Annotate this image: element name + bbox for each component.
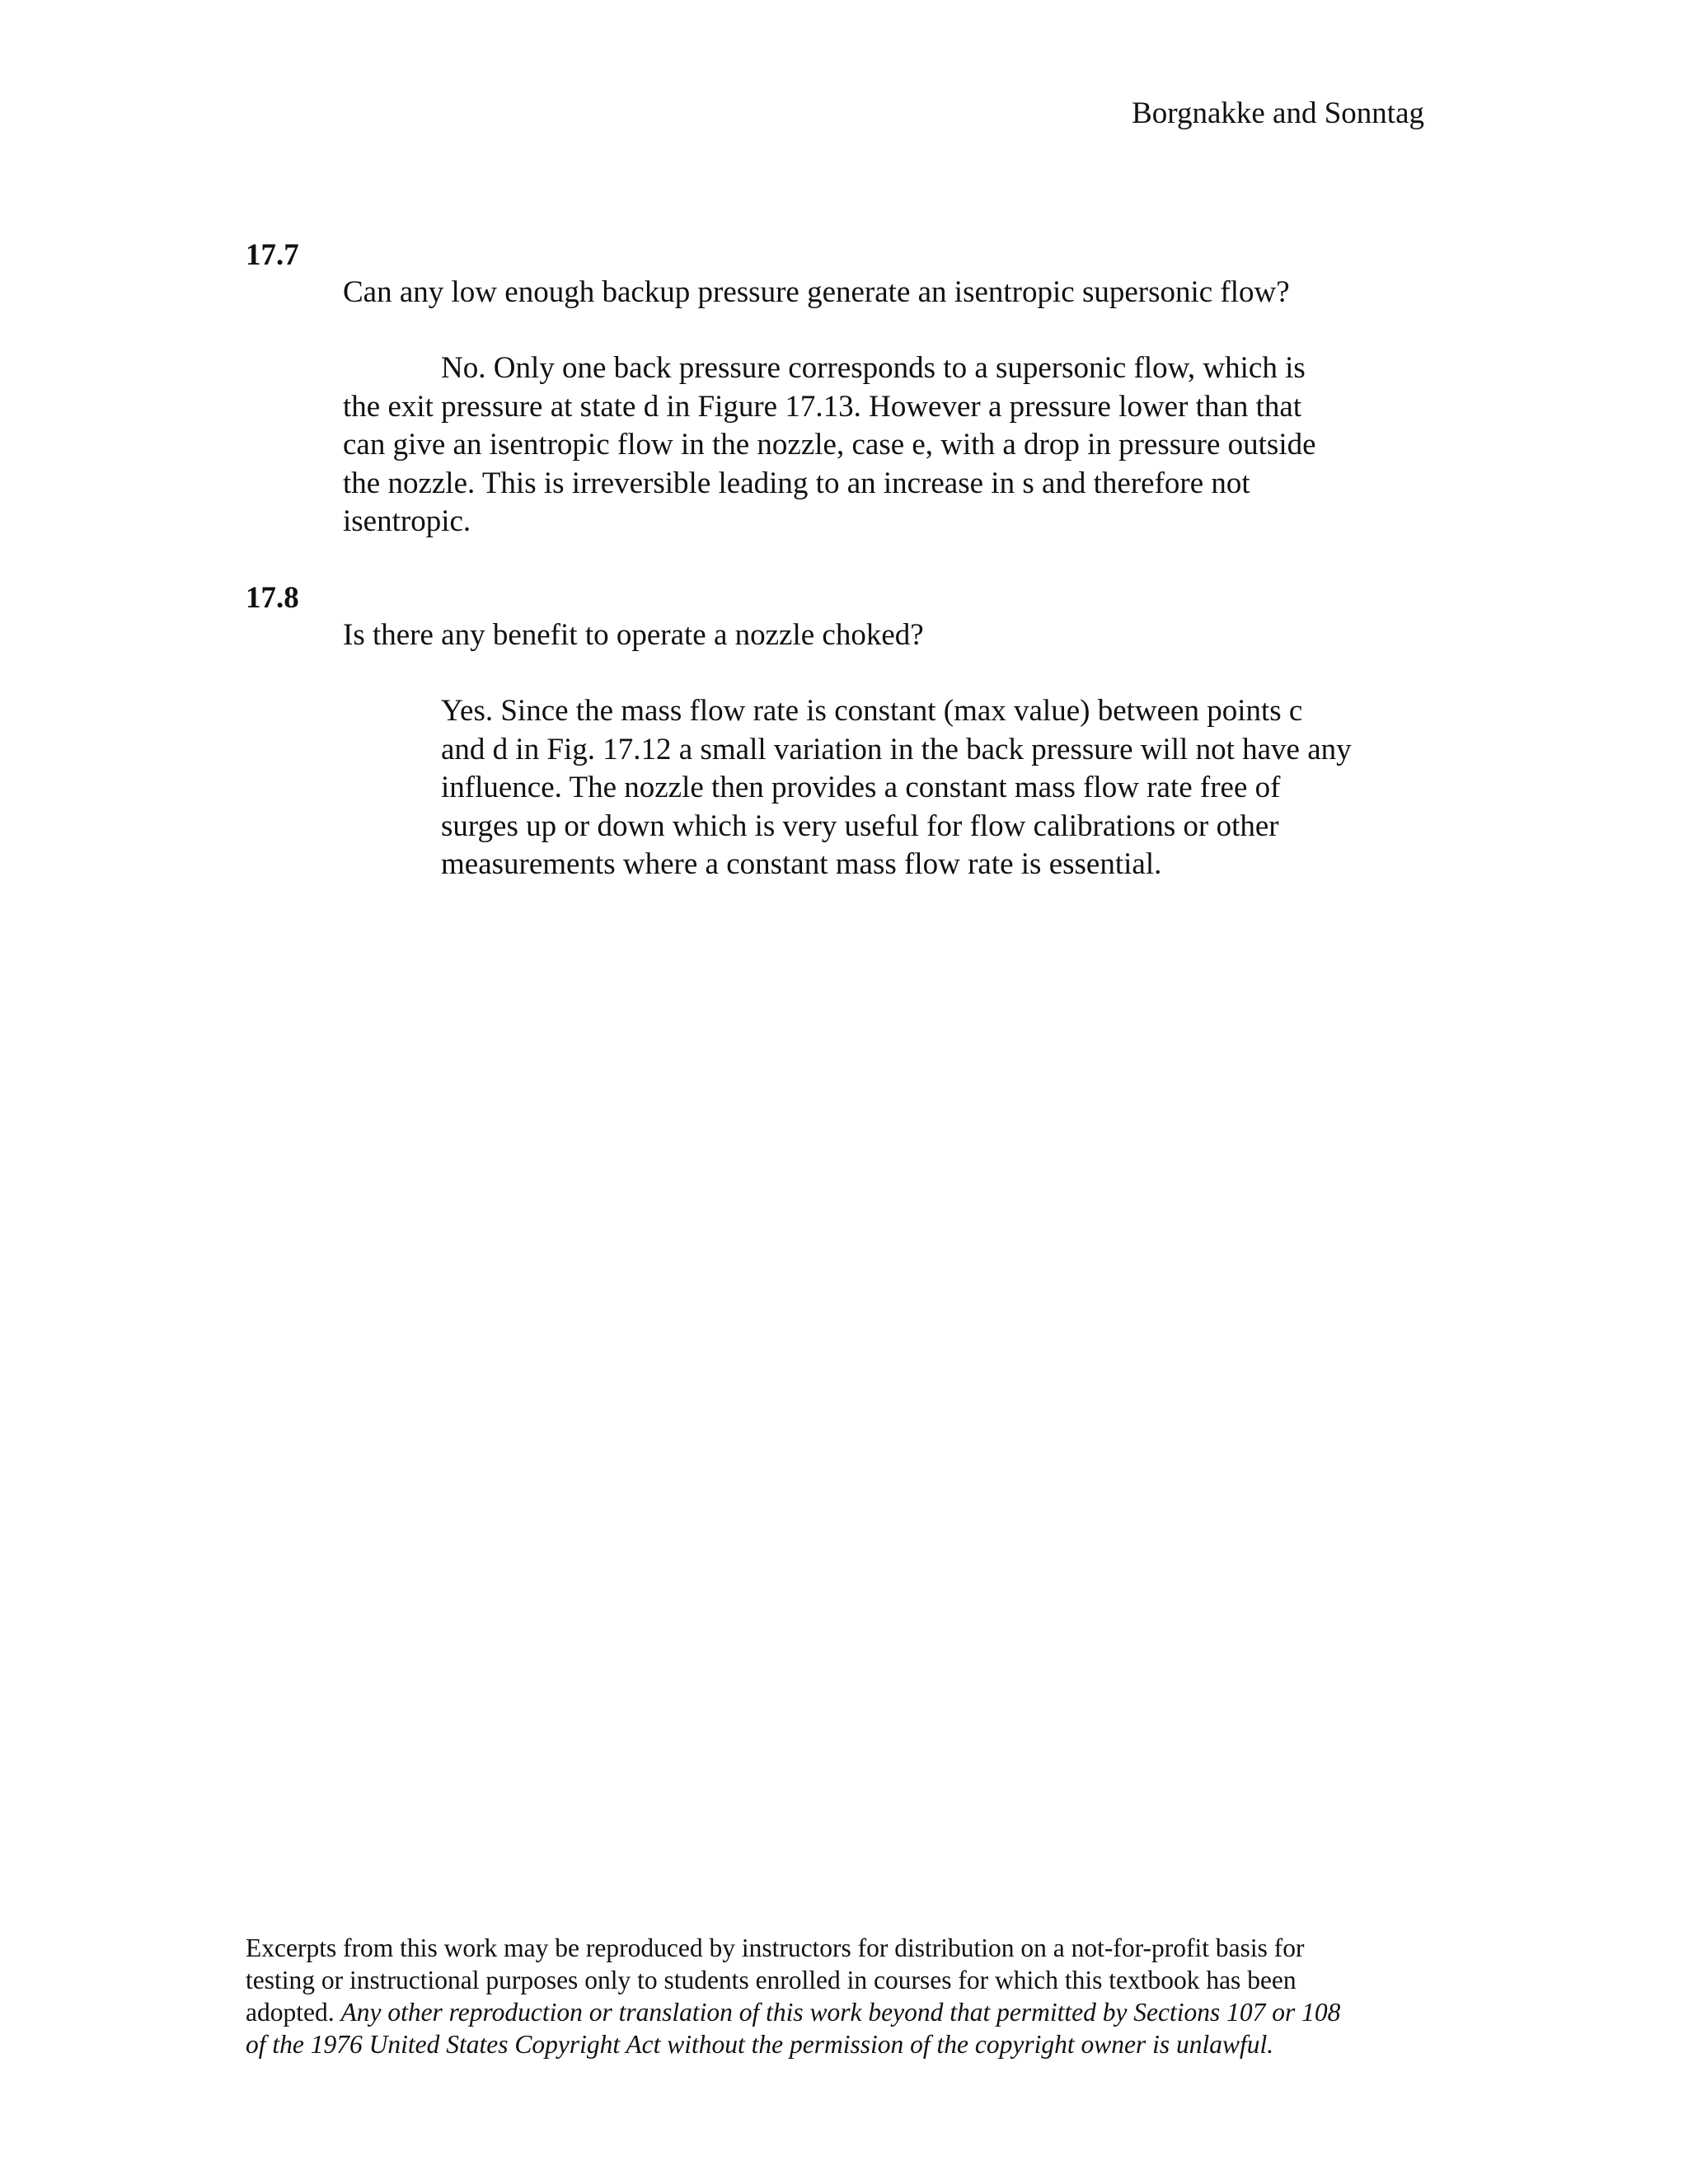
- answer-line: Yes. Since the mass flow rate is constant (max value) between points c: [441, 694, 1303, 728]
- copyright-line-3-regular: adopted.: [246, 1998, 341, 2027]
- question-17-7: Can any low enough backup pressure generate an isentropic supersonic flow?: [343, 275, 1290, 309]
- page-header-author: Borgnakke and Sonntag: [1132, 96, 1424, 130]
- copyright-line-3-italic: Any other reproduction or translation of this work beyond that permitted by Sections 107 or 108: [340, 1998, 1341, 2027]
- answer-line: and d in Fig. 17.12 a small variation in the back pressure will not have any: [441, 732, 1352, 766]
- answer-line: measurements where a constant mass flow rate is essential.: [441, 847, 1162, 881]
- answer-line: surges up or down which is very useful for flow calibrations or other: [441, 808, 1279, 843]
- copyright-notice: [246, 1932, 1449, 2060]
- copyright-line-2: testing or instructional purposes only to students enrolled in courses for which this textbook has been: [246, 1966, 1296, 1994]
- answer-line: influence. The nozzle then provides a constant mass flow rate free of: [441, 771, 1281, 804]
- answer-17-7: [343, 349, 1414, 541]
- answer-line: isentropic.: [343, 504, 471, 538]
- answer-line: the exit pressure at state d in Figure 17.13. However a pressure lower than that: [343, 389, 1302, 424]
- copyright-line-4: [246, 2028, 1449, 2060]
- answer-line: can give an isentropic flow in the nozzle, case e, with a drop in pressure outside: [343, 428, 1316, 462]
- problem-number-17-7: 17.7: [246, 238, 299, 272]
- copyright-line-1: Excerpts from this work may be reproduced by instructors for distribution on a not-for-profit basis for: [246, 1933, 1305, 1962]
- problem-number-17-8: 17.8: [246, 581, 299, 615]
- answer-line: No. Only one back pressure corresponds to a supersonic flow, which is: [441, 351, 1306, 385]
- copyright-line-3: [246, 1996, 1449, 2028]
- answer-17-8: [441, 692, 1430, 884]
- copyright-line-4-italic: of the 1976 United States Copyright Act without the permission of the copyright owner is unlawful.: [246, 2030, 1274, 2059]
- answer-line: the nozzle. This is irreversible leading to an increase in s and therefore not: [343, 466, 1250, 500]
- question-17-8: Is there any benefit to operate a nozzle choked?: [343, 618, 924, 652]
